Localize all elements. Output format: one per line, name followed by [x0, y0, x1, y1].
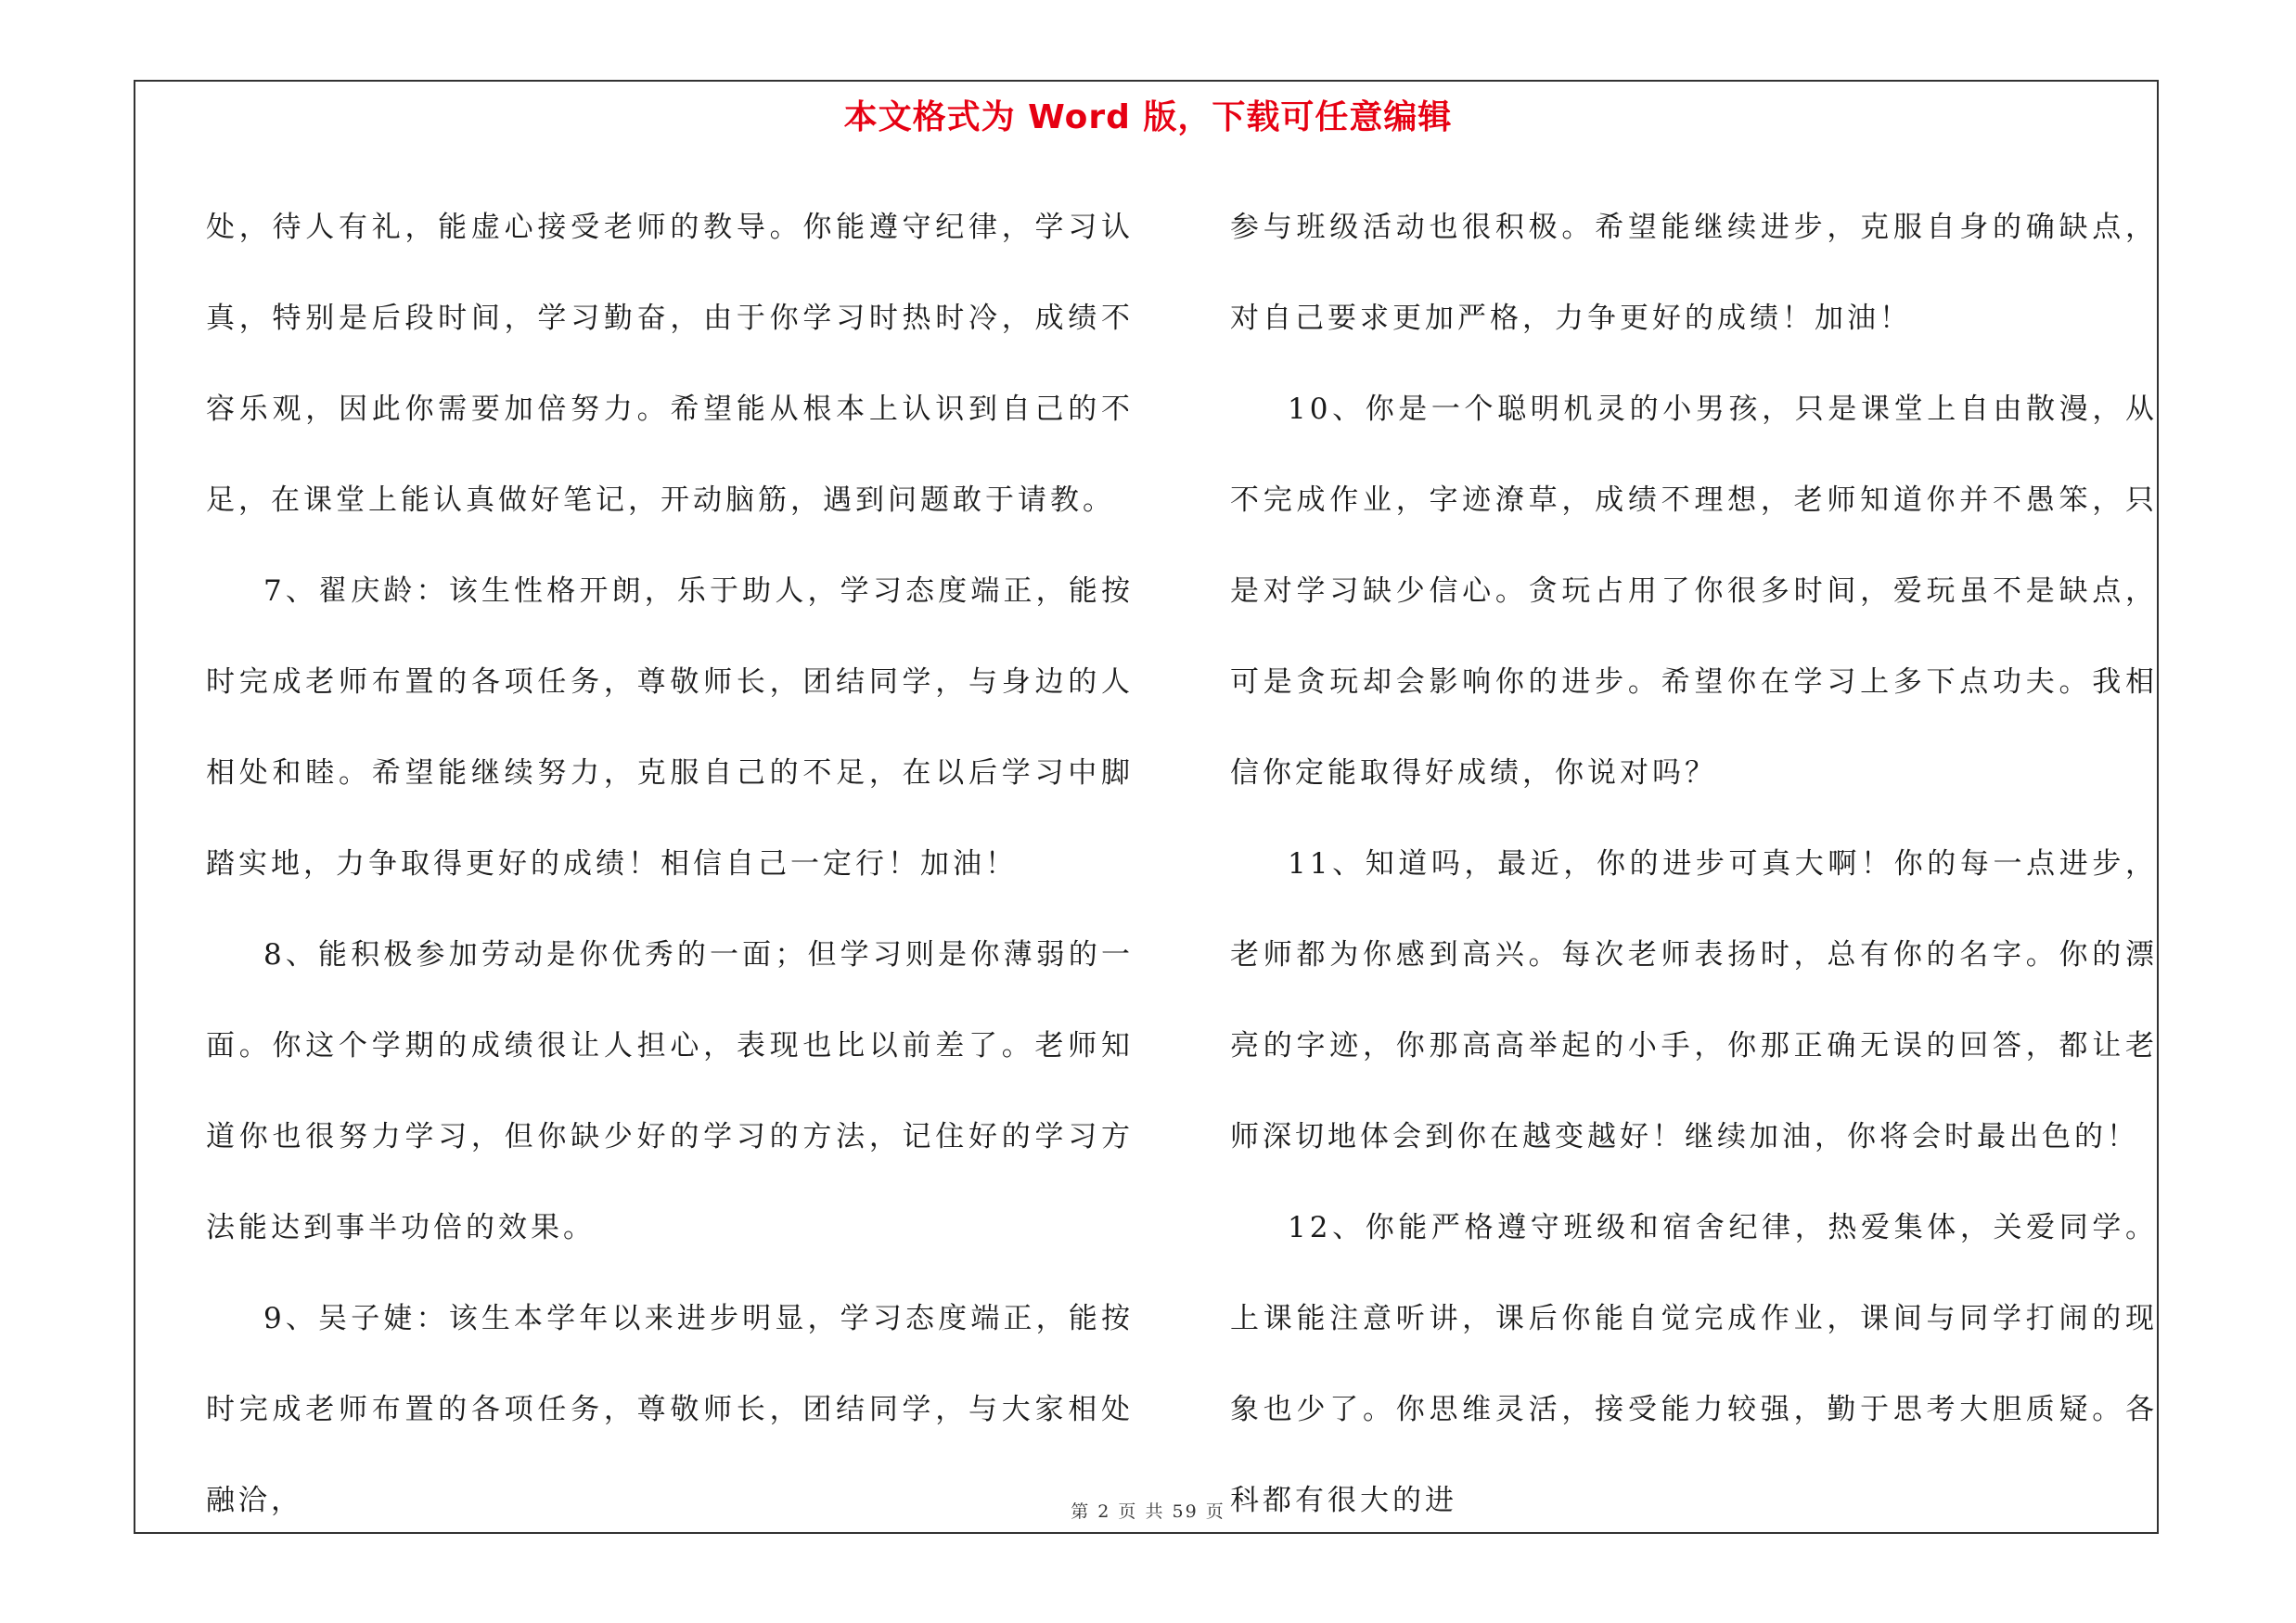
header-note: 本文格式为 Word 版，下载可任意编辑 [843, 98, 1453, 136]
paragraph: 9、吴子婕：该生本学年以来进步明显，学习态度端正，能按时完成老师布置的各项任务，尊敬师长，团结同学，与大家相处融洽， [206, 1302, 1134, 1517]
paragraph: 处，待人有礼，能虚心接受老师的教导。你能遵守纪律，学习认真，特别是后段时间，学习勤奋，由于你学习时热时冷，成绩不容乐观，因此你需要加倍努力。希望能从根本上认识到自己的不足，在课堂上能认真做好笔记，开动脑筋，遇到问题敢于请教。 [206, 211, 1134, 517]
left-column [206, 182, 1134, 1546]
right-column [1230, 182, 2158, 1546]
paragraph: 参与班级活动也很积极。希望能继续进步，克服自身的确缺点，对自己要求更加严格，力争更好的成绩！加油！ [1230, 211, 2158, 335]
paragraph: 11、知道吗，最近，你的进步可真大啊！你的每一点进步，老师都为你感到高兴。每次老师表扬时，总有你的名字。你的漂亮的字迹，你那高高举起的小手，你那正确无误的回答，都让老师深切地体会到你在越变越好！继续加油，你将会时最出色的！ [1230, 847, 2158, 1153]
page-number-footer: 第 2 页 共 59 页 [1071, 1501, 1225, 1522]
paragraph: 10、你是一个聪明机灵的小男孩，只是课堂上自由散漫，从不完成作业，字迹潦草，成绩不理想，老师知道你并不愚笨，只是对学习缺少信心。贪玩占用了你很多时间，爱玩虽不是缺点，可是贪玩却会影响你的进步。希望你在学习上多下点功夫。我相信你定能取得好成绩，你说对吗？ [1230, 393, 2158, 790]
paragraph: 7、翟庆龄：该生性格开朗，乐于助人，学习态度端正，能按时完成老师布置的各项任务，尊敬师长，团结同学，与身边的人相处和睦。希望能继续努力，克服自己的不足，在以后学习中脚踏实地，力争取得更好的成绩！相信自己一定行！加油！ [206, 574, 1134, 881]
paragraph: 12、你能严格遵守班级和宿舍纪律，热爱集体，关爱同学。上课能注意听讲，课后你能自觉完成作业，课间与同学打闹的现象也少了。你思维灵活，接受能力较强，勤于思考大胆质疑。各科都有很大的进 [1230, 1211, 2158, 1517]
paragraph: 8、能积极参加劳动是你优秀的一面；但学习则是你薄弱的一面。你这个学期的成绩很让人担心，表现也比以前差了。老师知道你也很努力学习，但你缺少好的学习的方法，记住好的学习方法能达到事半功倍的效果。 [206, 938, 1134, 1244]
